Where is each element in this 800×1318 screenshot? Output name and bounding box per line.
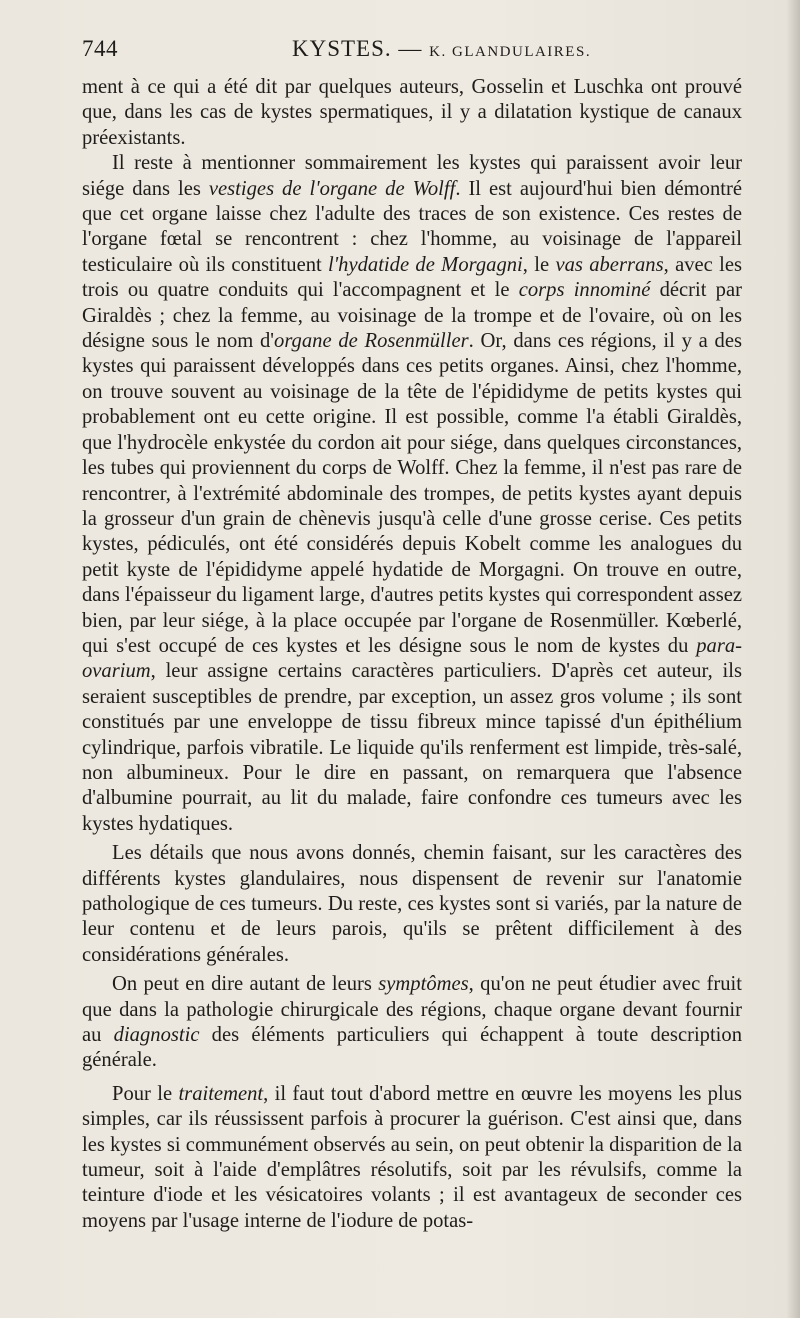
p2-italic-vas-aberrans: vas aberrans	[555, 253, 664, 276]
p2-text-4: , le	[522, 253, 556, 276]
p2-italic-para-ovarium: para-ovarium	[82, 634, 742, 683]
p2-italic-rosenmuller: organe de Rosenmüller	[274, 330, 469, 353]
p2-italic-hydatide: l'hydatide de Morgagni	[328, 253, 523, 276]
running-head-dash: —	[398, 36, 423, 61]
page-number: 744	[82, 36, 118, 61]
paragraph-2	[82, 151, 742, 837]
p5-text-2: , il faut tout d'abord mettre en œuvre les moyens les plus simples, car ils réussissent parfois à procurer la guérison. C'est ainsi que, dans les kystes si communément observés au sein, on peut obtenir la disparition de la tumeur, soit à l'aide d'emplâtres résolutifs, soit par les révulsifs, comme la teinture d'iode et les vésicatoires volants ; il est avantageux de seconder ces moyens par l'usage interne de l'iodure de potas-	[82, 1082, 742, 1232]
running-head	[292, 36, 591, 62]
paragraph-5	[82, 1082, 742, 1234]
p5-italic-traitement: traitement	[178, 1082, 264, 1105]
p2-text-10: . Or, dans ces régions, il y a des kystes qui paraissent développés dans ces petits organes. Ainsi, chez l'homme, on trouve souvent au voisinage de la tête de l'épididyme de petits kystes qui probablement ont eu cette origine. Il est possible, comme l'a établi Giraldès, que l'hydrocèle enkystée du cordon ait pour siége, dans quelques circonstances, les tubes qui proviennent du corps de Wolff. Chez la femme, il n'est pas rare de rencontrer, à l'extrémité abdominale des trompes, de petits kystes ayant depuis la grosseur d'un grain de chènevis jusqu'à celle d'une grosse cerise. Ces petits kystes, pédiculés, ont été considérés depuis Kobelt comme les analogues du petit kyste de l'épididyme appelé hydatide de Morgagni. On trouve en outre, dans l'épaisseur du ligament large, d'autres petits kystes qui correspondent assez bien, par leur siége, à la place occupée par l'organe de Rosenmüller. Kœberlé, qui s'est occupé de ces kystes et les désigne sous le nom de kystes du	[82, 330, 742, 657]
p4-text-4: des éléments particuliers qui échappent à toute description générale.	[82, 1024, 743, 1072]
p4-text-0: On peut en dire autant de leurs	[112, 973, 379, 996]
p2-italic-corps-innomine: corps innominé	[518, 279, 651, 302]
running-head-section: K. GLANDULAIRES.	[429, 44, 592, 60]
p2-text-8: décrit par Giraldès ; chez la femme, au voisinage de la trompe et de l'ovaire, où on les désigne sous le nom d'	[82, 279, 742, 353]
p4-italic-diagnostic: diagnostic	[113, 1024, 200, 1047]
paragraph-1: ment à ce qui a été dit par quelques auteurs, Gosselin et Luschka ont prouvé que, dans les cas de kystes spermatiques, il y a dilatation kystique de canaux préexistants.	[82, 76, 742, 149]
p4-text-2: , qu'on ne peut étudier avec fruit que dans la pathologie chirurgicale des régions, chaque organe devant fournir au	[82, 973, 743, 1047]
p2-text-12: , leur assigne certains caractères particuliers. D'après cet auteur, ils seraient susceptibles de prendre, par exception, un assez gros volume ; ils sont constitués par une enveloppe de tissu fibreux mince tapissé d'un épithélium cylindrique, parfois vibratile. Le liquide qu'ils renferment est limpide, très-salé, non albumineux. Pour le dire en passant, on remarquera que l'absence d'albumine pourrait, au lit du malade, faire confondre ces tumeurs avec les kystes hydatiques.	[82, 660, 742, 835]
page-spine-shadow	[786, 0, 800, 1318]
page-header	[82, 36, 742, 70]
p5-text-0: Pour le	[112, 1082, 179, 1105]
paragraph-4	[82, 972, 742, 1074]
p2-text-6: , avec les trois ou quatre conduits qui l'accompagnent et le	[82, 253, 742, 302]
paragraph-3: Les détails que nous avons donnés, chemin faisant, sur les caractères des différents kystes glandulaires, nous dispensent de revenir sur l'anatomie pathologique de ces tumeurs. Du reste, ces kystes sont si variés, par la nature de leur contenu et de leurs parois, qu'ils se prêtent difficilement à des considérations générales.	[82, 842, 742, 966]
p2-text-0: Il reste à mentionner sommairement les kystes qui paraissent avoir leur siége dans les	[82, 152, 742, 200]
p2-italic-wolff: vestiges de l'organe de Wolff	[208, 177, 456, 200]
running-head-title: KYSTES.	[292, 36, 392, 61]
body-text	[82, 75, 742, 1234]
p4-italic-symptomes: symptômes	[378, 973, 469, 996]
p2-text-2: . Il est aujourd'hui bien démontré que cet organe laisse chez l'adulte des traces de son existence. Ces restes de l'organe fœtal se rencontrent : chez l'homme, au voisinage de l'appareil testiculaire où ils constituent	[82, 177, 742, 276]
